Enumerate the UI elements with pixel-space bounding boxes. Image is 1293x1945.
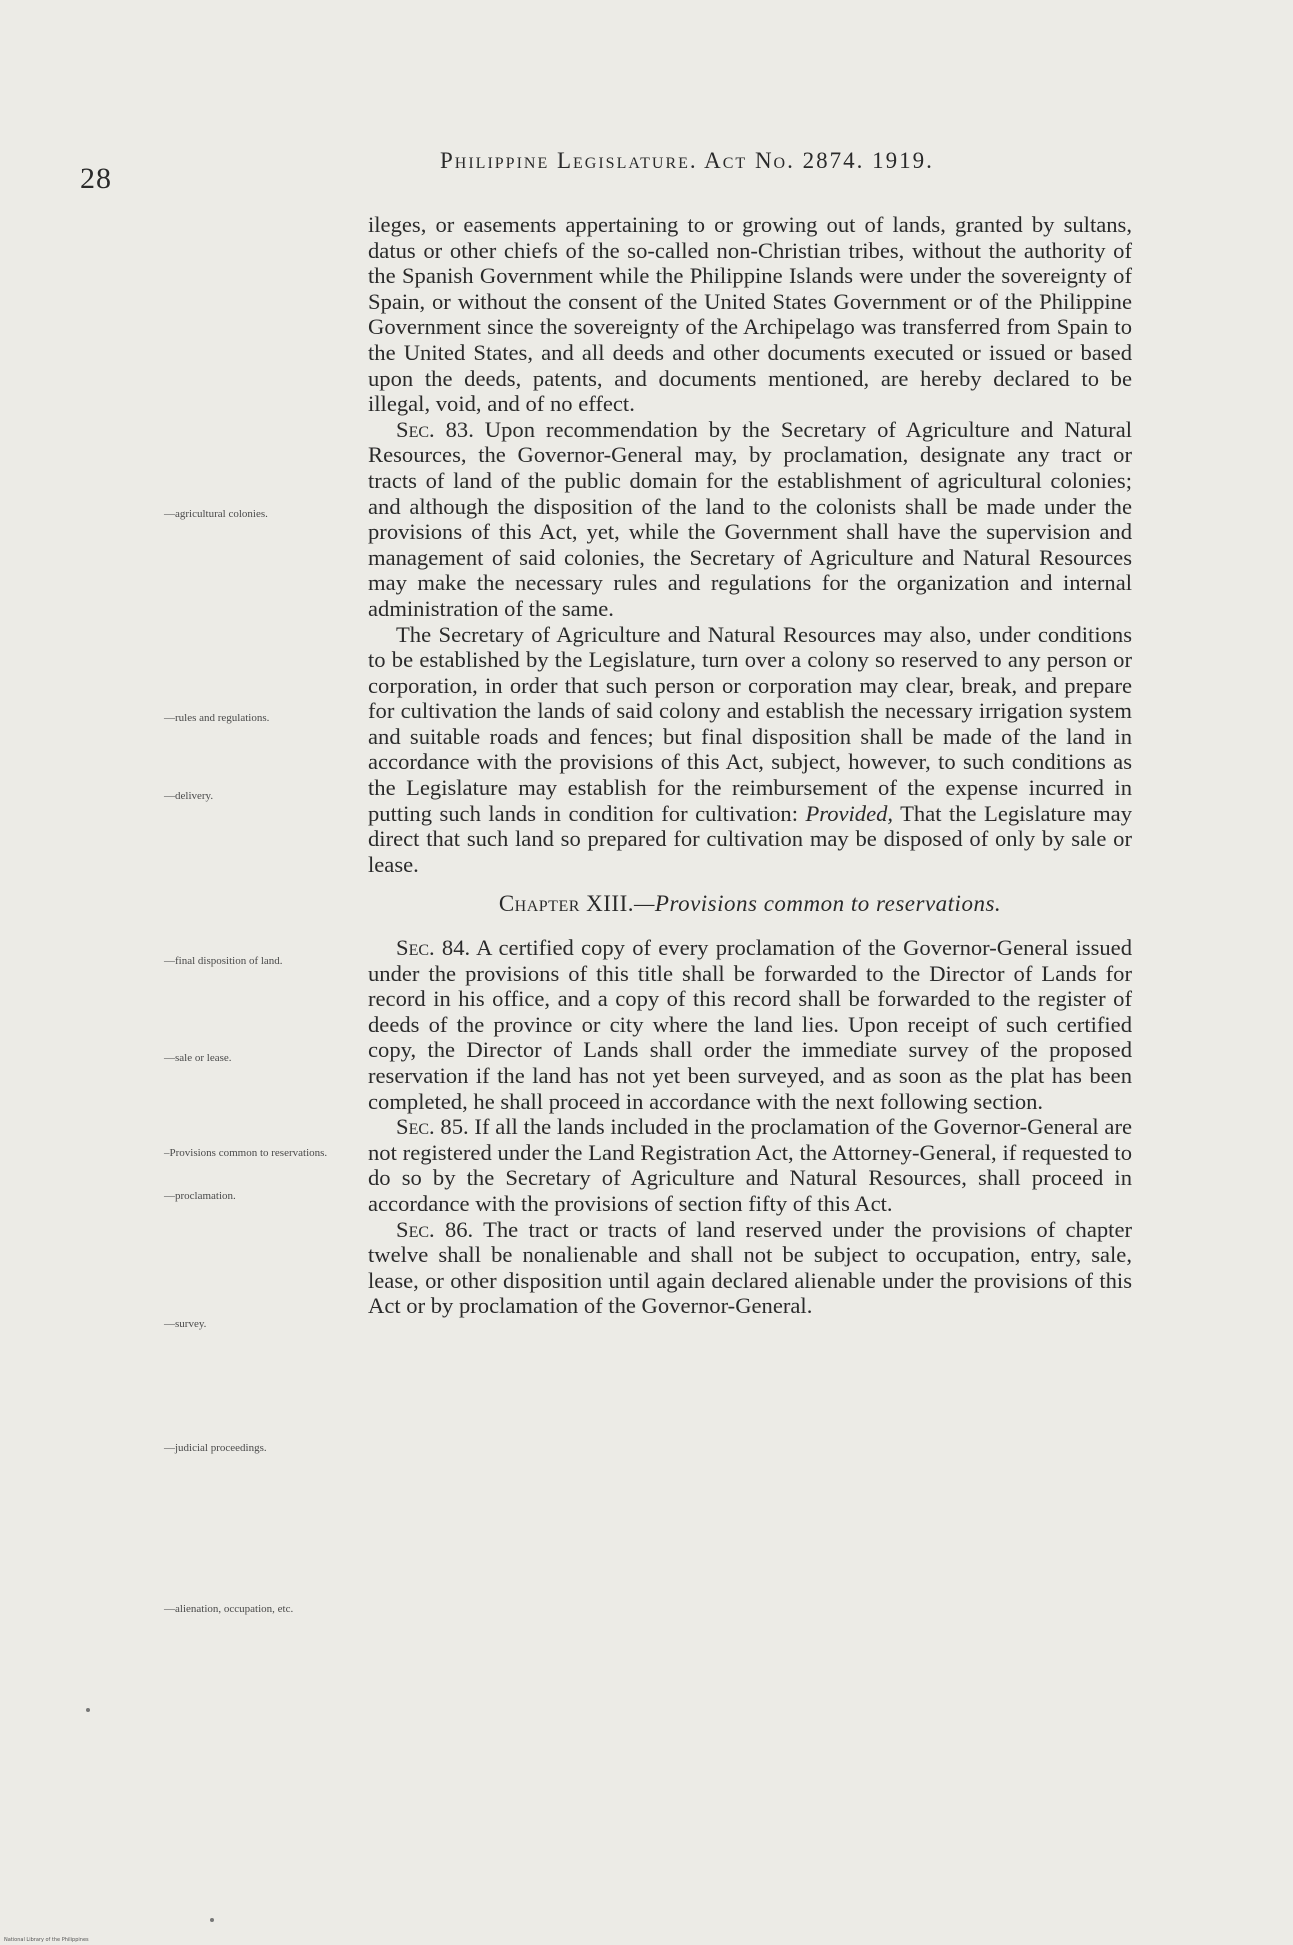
sidenote-agricultural-colonies: —agricultural colonies. [164, 508, 268, 520]
sidenote-rules-and-regulations: —rules and regulations. [164, 712, 270, 724]
provided-word: Provided, [805, 800, 894, 826]
section-85-text: If all the lands included in the proclamation of the Governor-General are not registered under the Land Registration Act, the Attorney-General, if requested to do so by the Secretary of Agriculture and Natural Resources, shall proceed in accordance with the provisions of section fifty of this Act. [368, 1114, 1132, 1216]
sidenote-proclamation: —proclamation. [164, 1190, 236, 1202]
section-86-label: Sec. 86. [396, 1216, 474, 1242]
sidenote-alienation: —alienation, occupation, etc. [164, 1603, 294, 1615]
paragraph-colony-text-b: That the Legislature may direct that such land so prepared for cultivation may be disposed of only by sale or lease. [368, 800, 1132, 877]
section-83-label: Sec. 83. [396, 416, 474, 442]
section-84-label: Sec. 84. [396, 935, 471, 961]
sidenote-final-disposition: —final disposition of land. [164, 955, 283, 967]
section-84-text: A certified copy of every proclamation of the Governor-General issued under the provisions of this title shall be forwarded to the Director of Lands for record in his office, and a copy of this record shall be forwarded to the register of deeds of the province or city where the land lies. Upon receipt of such certified copy, the Director of Lands shall order the immediate survey of the proposed reservation if the land has not yet been surveyed, and as soon as the plat has been completed, he shall proceed in accordance with the next following section. [368, 935, 1132, 1114]
section-85-label: Sec. 85. [396, 1114, 469, 1140]
chapter-title: —Provisions common to reservations. [633, 891, 1002, 917]
section-83-text: Upon recommendation by the Secretary of Agriculture and Natural Resources, the Governor-General may, by proclamation, designate any tract or tracts of land of the public domain for the establishment of agricultural colonies; and although the disposition of the land to the colonists shall be made under the provisions of this Act, yet, while the Government shall have the supervision and management of said colonies, the Secretary of Agriculture and Natural Resources may make the necessary rules and regulations for the organization and internal administration of the same. [368, 416, 1132, 621]
sidenote-sale-or-lease: —sale or lease. [164, 1052, 232, 1064]
paragraph-continuation: ileges, or easements appertaining to or growing out of lands, granted by sultans, datus or other chiefs of the so-called non-Christian tribes, without the authority of the Spanish Government while the Philippine Islands were under the sovereignty of Spain, or without the consent of the United States Government or of the Philippine Government since the sovereignty of the Archipelago was transferred from Spain to the United States, and all deeds and other documents executed or issued or based upon the deeds, patents, and documents mentioned, are hereby declared to be illegal, void, and of no effect. [368, 212, 1132, 417]
section-86-text: The tract or tracts of land reserved under the provisions of chapter twelve shall be nonalienable and shall not be subject to occupation, entry, sale, lease, or other disposition until again declared alienable under the provisions of this Act or by proclamation of the Governor-General. [368, 1216, 1132, 1319]
scan-speck [86, 1708, 90, 1712]
page-number: 28 [80, 162, 112, 195]
section-84 [368, 935, 1132, 1114]
section-85 [368, 1114, 1132, 1216]
running-head: Philippine Legislature. Act No. 2874. 1919. [440, 148, 934, 173]
chapter-heading [368, 891, 1132, 917]
paragraph-colony-text-a: The Secretary of Agriculture and Natural Resources may also, under conditions to be established by the Legislature, turn over a colony so reserved to any person or corporation, in order that such person or corporation may clear, break, and prepare for cultivation the lands of said colony and establish the necessary irrigation system and suitable roads and fences; but final disposition shall be made of the land in accordance with the provisions of this Act, subject, however, to such conditions as the Legislature may establish for the reimbursement of the expense incurred in putting such lands in condition for cultivation: [368, 621, 1132, 826]
section-86 [368, 1217, 1132, 1319]
footer-credit: National Library of the Philippines [4, 1937, 89, 1943]
scan-speck [210, 1918, 214, 1922]
sidenote-judicial-proceedings: —judicial proceedings. [164, 1442, 267, 1454]
paragraph-colony-turnover [368, 622, 1132, 878]
sidenote-delivery: —delivery. [164, 790, 214, 802]
chapter-label: Chapter XIII. [498, 891, 634, 917]
body-text [368, 212, 1132, 1319]
sidenote-survey: —survey. [164, 1318, 207, 1330]
section-83 [368, 417, 1132, 622]
sidenote-provisions-common: –Provisions common to reservations. [164, 1147, 328, 1159]
